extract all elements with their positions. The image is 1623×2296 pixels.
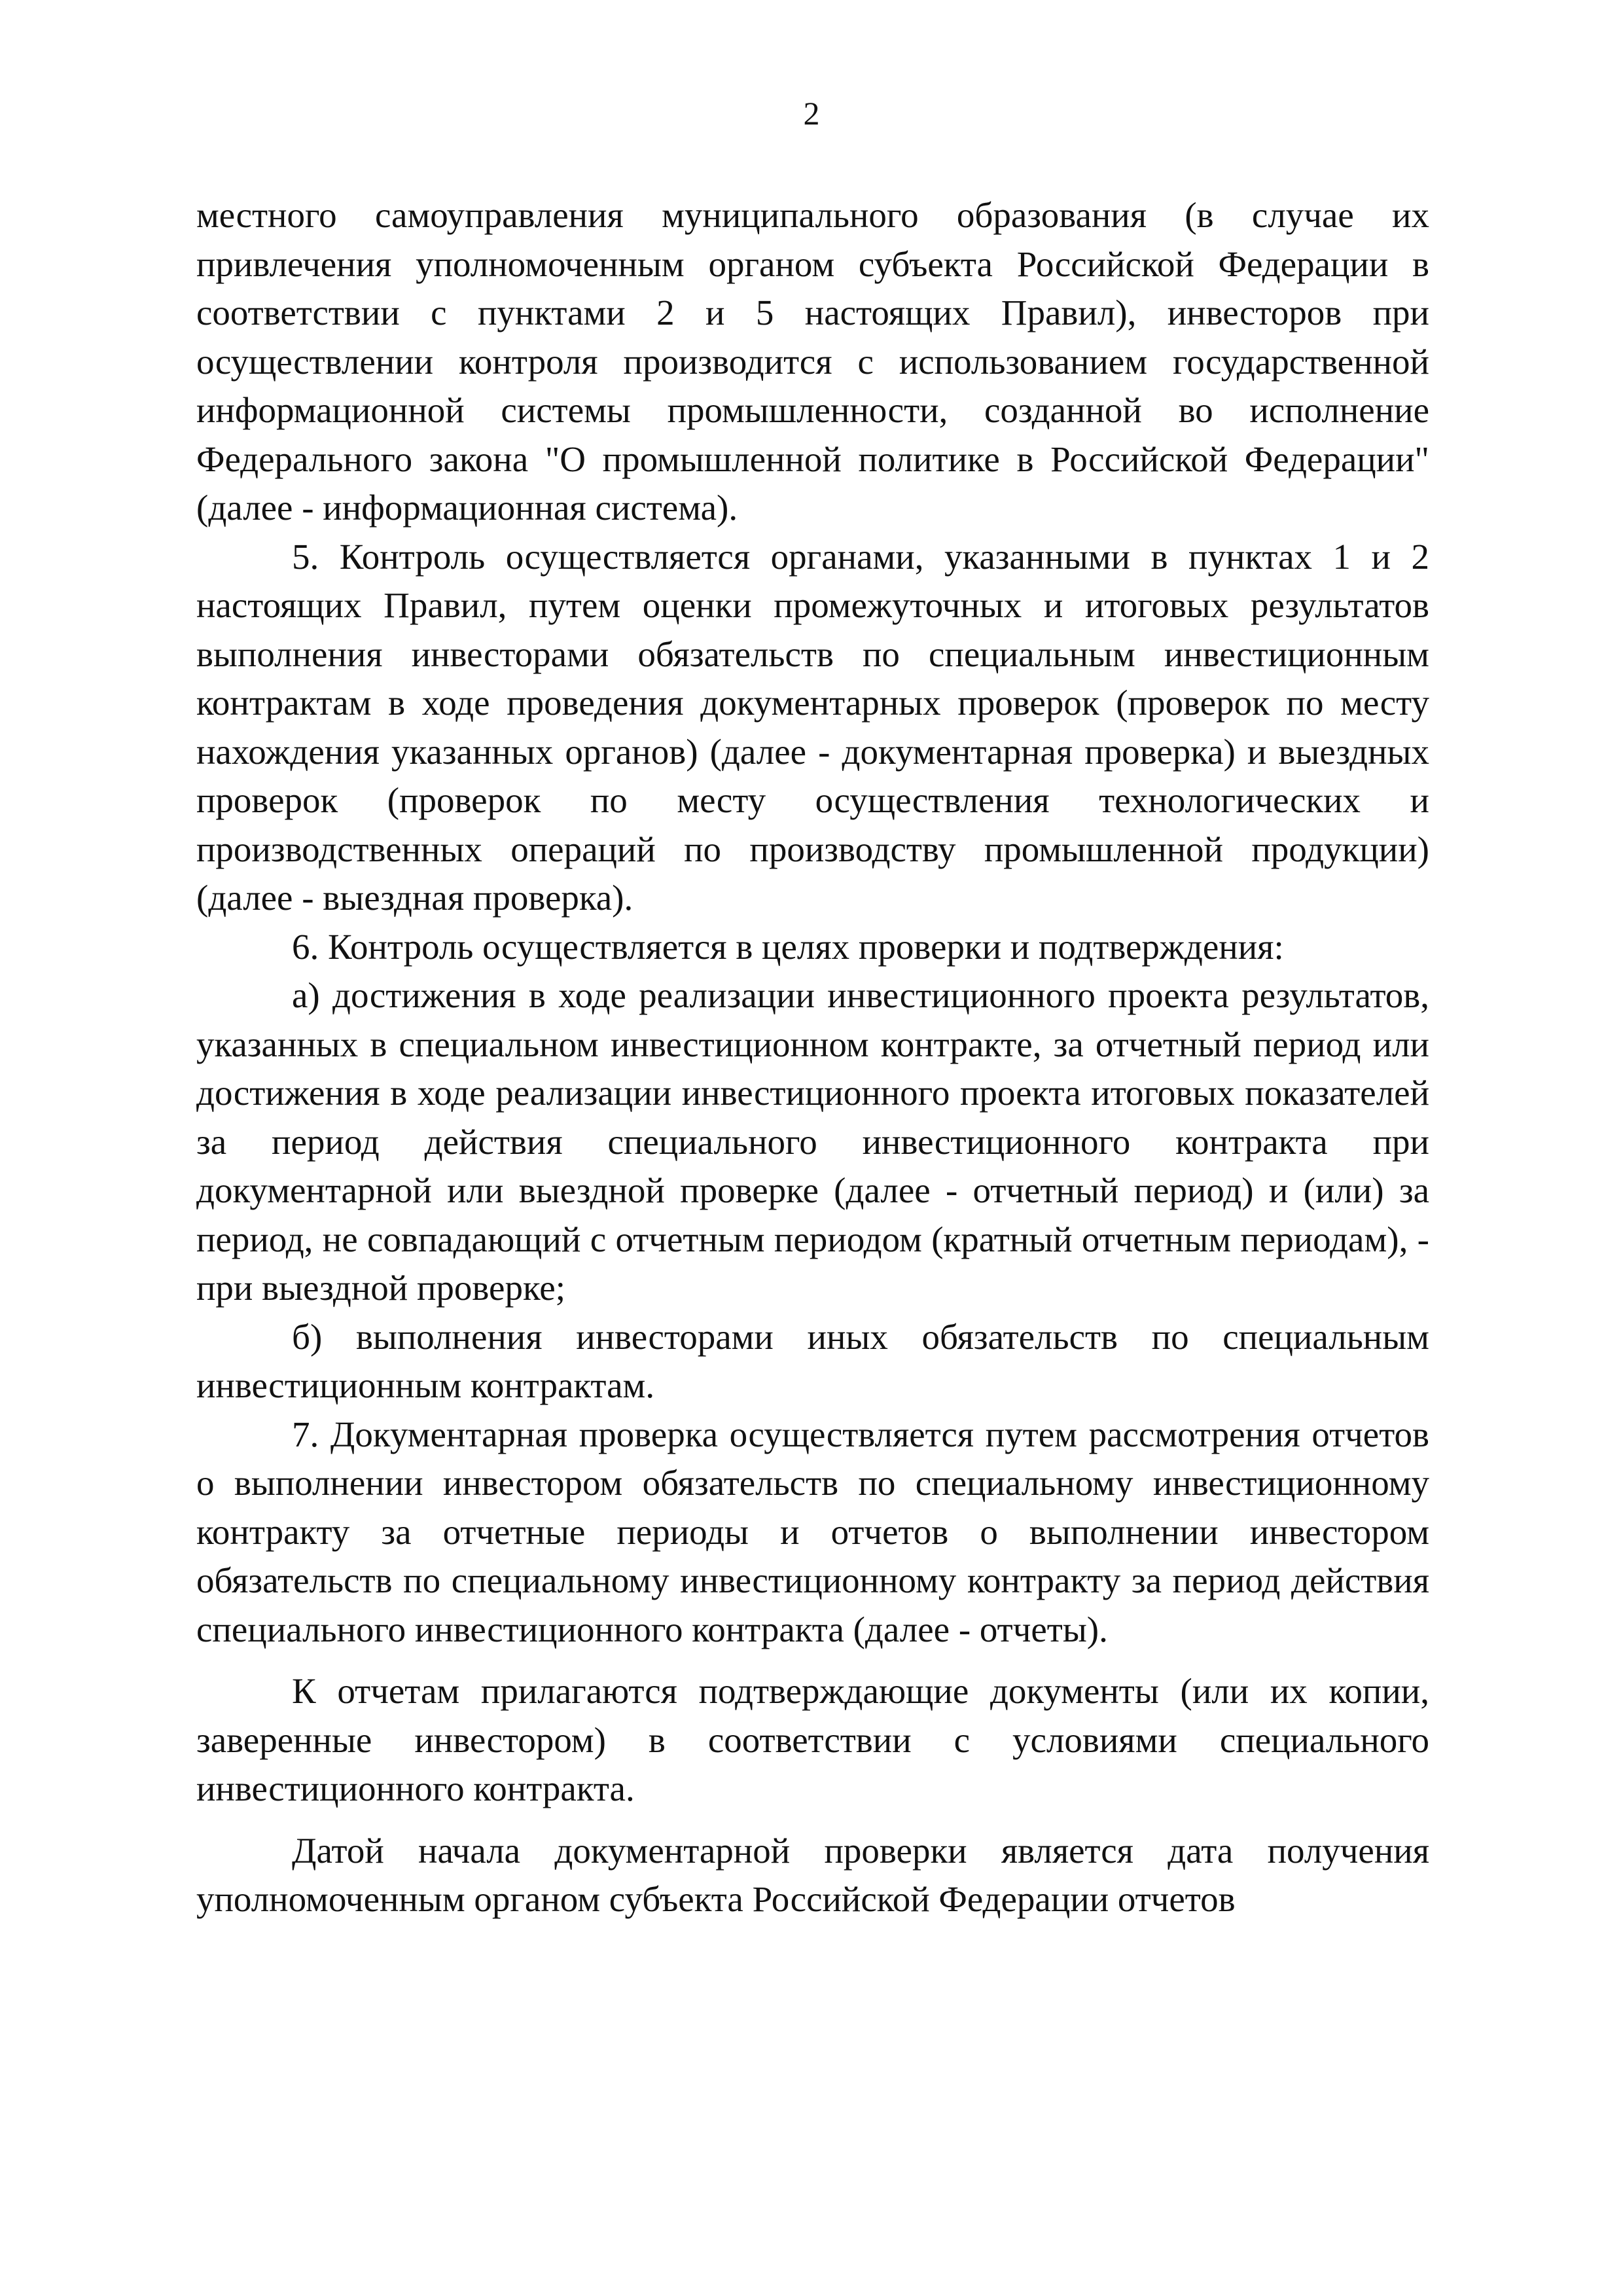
paragraph-item-6a: а) достижения в ходе реализации инвестиционного проекта результатов, указанных в специальном инвестиционном контракте, за отчетный период или достижения в ходе реализации инвестиционного проекта итоговых показателей за период действия специального инвестиционного контракта при документарной или выездной проверке (далее - отчетный период) и (или) за период, не совпадающий с отчетным периодом (кратный отчетным периодам), - при выездной проверке;: [196, 975, 1429, 1308]
document-body: [196, 191, 1429, 1924]
page-number: 2: [803, 95, 820, 132]
paragraph-continuation: местного самоуправления муниципального образования (в случае их привлечения уполномоченным органом субъекта Российской Федерации в соответствии с пунктами 2 и 5 настоящих Правил), инвесторов при осуществлении контроля производится с использованием государственной информационной системы промышленности, созданной во исполнение Федерального закона "О промышленной политике в Российской Федерации" (далее - информационная система).: [196, 195, 1429, 528]
paragraph-item-7: 7. Документарная проверка осуществляется путем рассмотрения отчетов о выполнении инвестором обязательств по специальному инвестиционному контракту за отчетные периоды и отчетов о выполнении инвестором обязательств по специальному инвестиционному контракту за период действия специального инвестиционного контракта (далее - отчеты).: [196, 1414, 1429, 1649]
paragraph-attachments: К отчетам прилагаются подтверждающие документы (или их копии, заверенные инвестором) в соответствии с условиями специального инвестиционного контракта.: [196, 1671, 1429, 1808]
paragraph-item-6: 6. Контроль осуществляется в целях проверки и подтверждения:: [292, 926, 1284, 967]
paragraph-item-6b: б) выполнения инвесторами иных обязательств по специальным инвестиционным контрактам.: [196, 1316, 1429, 1405]
paragraph-item-5: 5. Контроль осуществляется органами, указанными в пунктах 1 и 2 настоящих Правил, путем оценки промежуточных и итоговых результатов выполнения инвесторами обязательств по специальным инвестиционным контрактам в ходе проведения документарных проверок (проверок по месту нахождения указанных органов) (далее - документарная проверка) и выездных проверок (проверок по месту осуществления технологических и производственных операций по производству промышленной продукции) (далее - выездная проверка).: [196, 536, 1429, 918]
paragraph-start-date: Датой начала документарной проверки является дата получения уполномоченным органом субъекта Российской Федерации отчетов: [196, 1830, 1429, 1919]
